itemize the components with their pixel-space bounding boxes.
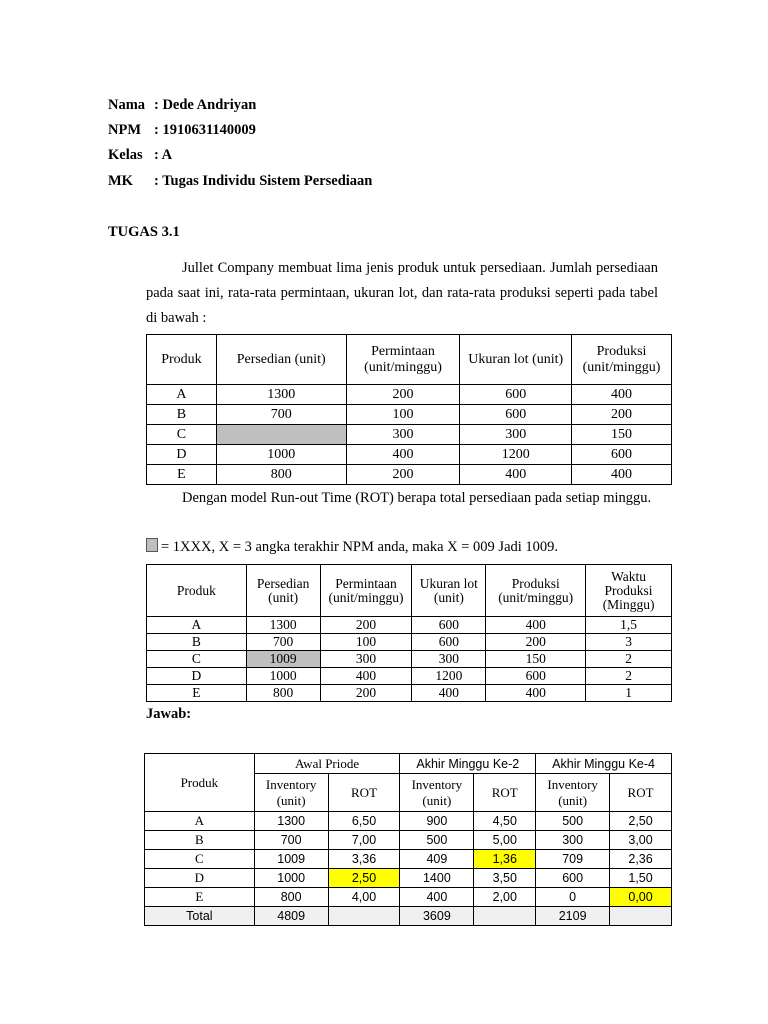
table-cell: 600 bbox=[460, 385, 572, 405]
table-1-header-cell: Ukuran lot (unit) bbox=[460, 335, 572, 385]
table-cell: 1009 bbox=[254, 850, 328, 869]
note-text: = 1XXX, X = 3 angka terakhir NPM anda, maka X = 009 Jadi 1009. bbox=[161, 539, 559, 555]
table-cell: 900 bbox=[400, 812, 474, 831]
question-text: Dengan model Run-out Time (ROT) berapa total persediaan pada setiap minggu. bbox=[182, 490, 652, 506]
table-1 bbox=[146, 334, 672, 485]
note-line bbox=[146, 538, 558, 556]
table-3-top-header bbox=[145, 754, 672, 774]
answer-label: Jawab: bbox=[146, 706, 192, 722]
table-cell: 600 bbox=[412, 634, 486, 651]
table-cell: E bbox=[147, 685, 247, 702]
table-cell-highlight: 0,00 bbox=[610, 888, 672, 907]
table-cell: 3,36 bbox=[328, 850, 400, 869]
table-cell: A bbox=[145, 812, 255, 831]
table-row bbox=[147, 425, 672, 445]
table-cell: 3,50 bbox=[474, 869, 536, 888]
table-cell: 700 bbox=[246, 634, 320, 651]
table-cell: 1300 bbox=[246, 617, 320, 634]
table-cell-highlight: 1,36 bbox=[474, 850, 536, 869]
table-cell: 6,50 bbox=[328, 812, 400, 831]
table-cell: 7,00 bbox=[328, 831, 400, 850]
table-row bbox=[147, 465, 672, 485]
table-3-header-cell: Produk bbox=[145, 754, 255, 812]
table-3-header-cell: ROT bbox=[328, 774, 400, 812]
table-cell: 3,00 bbox=[610, 831, 672, 850]
table-cell: 200 bbox=[346, 385, 460, 405]
section-title: TUGAS 3.1 bbox=[108, 224, 180, 240]
table-cell: 2 bbox=[586, 668, 672, 685]
table-row bbox=[147, 445, 672, 465]
table-cell: 1000 bbox=[246, 668, 320, 685]
table-2 bbox=[146, 564, 672, 702]
table-3-header-cell: Akhir Minggu Ke-2 bbox=[400, 754, 536, 774]
table-3-header-cell: Inventory (unit) bbox=[400, 774, 474, 812]
table-cell: 200 bbox=[320, 617, 412, 634]
table-cell: 400 bbox=[572, 465, 672, 485]
kelas-label: Kelas bbox=[108, 147, 143, 163]
table-cell: 400 bbox=[412, 685, 486, 702]
kelas-value: : A bbox=[154, 147, 173, 163]
table-3-header-cell: Inventory (unit) bbox=[254, 774, 328, 812]
table-cell: 2109 bbox=[536, 907, 610, 926]
table-cell: B bbox=[147, 634, 247, 651]
table-cell: 300 bbox=[412, 651, 486, 668]
table-cell: 1000 bbox=[216, 445, 346, 465]
table-cell: 200 bbox=[486, 634, 586, 651]
table-row bbox=[147, 634, 672, 651]
table-row bbox=[145, 812, 672, 831]
table-cell: E bbox=[147, 465, 217, 485]
table-cell: D bbox=[145, 869, 255, 888]
table-cell: 1000 bbox=[254, 869, 328, 888]
table-cell: 709 bbox=[536, 850, 610, 869]
table-3 bbox=[144, 753, 672, 926]
table-cell: 400 bbox=[486, 685, 586, 702]
table-cell: 300 bbox=[536, 831, 610, 850]
table-2-header-cell: Ukuran lot (unit) bbox=[412, 565, 486, 617]
table-cell: 400 bbox=[486, 617, 586, 634]
table-cell: 200 bbox=[572, 405, 672, 425]
table-cell: 1 bbox=[586, 685, 672, 702]
table-1-header-cell: Permintaan (unit/minggu) bbox=[346, 335, 460, 385]
table-3-header-cell: Awal Priode bbox=[254, 754, 400, 774]
table-cell: 2 bbox=[586, 651, 672, 668]
table-cell: 1400 bbox=[400, 869, 474, 888]
table-cell: 1,5 bbox=[586, 617, 672, 634]
table-cell: 1200 bbox=[412, 668, 486, 685]
table-cell: 4,50 bbox=[474, 812, 536, 831]
table-cell: A bbox=[147, 617, 247, 634]
name-label: Nama bbox=[108, 97, 146, 113]
table-cell: 2,50 bbox=[610, 812, 672, 831]
table-cell: 600 bbox=[486, 668, 586, 685]
table-1-header-cell: Persedian (unit) bbox=[216, 335, 346, 385]
name-row bbox=[108, 95, 256, 115]
table-cell: 200 bbox=[320, 685, 412, 702]
table-cell bbox=[474, 907, 536, 926]
table-cell: 600 bbox=[412, 617, 486, 634]
table-cell: 300 bbox=[346, 425, 460, 445]
table-total-row bbox=[145, 907, 672, 926]
table-row bbox=[145, 831, 672, 850]
table-cell: A bbox=[147, 385, 217, 405]
table-1-header-cell: Produksi (unit/minggu) bbox=[572, 335, 672, 385]
table-2-header bbox=[147, 565, 672, 617]
table-cell: 409 bbox=[400, 850, 474, 869]
table-cell: 300 bbox=[460, 425, 572, 445]
table-cell: 4809 bbox=[254, 907, 328, 926]
table-cell: D bbox=[147, 445, 217, 465]
table-3-header-cell: Akhir Minggu Ke-4 bbox=[536, 754, 672, 774]
table-2-header-cell: Permintaan (unit/minggu) bbox=[320, 565, 412, 617]
table-2-header-cell: Produk bbox=[147, 565, 247, 617]
table-cell: 1300 bbox=[254, 812, 328, 831]
table-cell: 1200 bbox=[460, 445, 572, 465]
table-cell bbox=[610, 907, 672, 926]
placeholder-symbol-icon bbox=[146, 538, 158, 552]
table-cell: Total bbox=[145, 907, 255, 926]
table-row bbox=[145, 888, 672, 907]
table-cell: 2,00 bbox=[474, 888, 536, 907]
table-cell: 800 bbox=[246, 685, 320, 702]
table-cell: 600 bbox=[536, 869, 610, 888]
table-cell: 400 bbox=[320, 668, 412, 685]
table-row bbox=[145, 869, 672, 888]
npm-value: : 1910631140009 bbox=[154, 122, 256, 138]
intro-paragraph: Jullet Company membuat lima jenis produk untuk persediaan. Jumlah persediaan pada saat ini, rata-rata permintaan, ukuran lot, dan rata-rata produksi seperti pada tabel di bawah : bbox=[146, 260, 658, 326]
table-row bbox=[147, 617, 672, 634]
table-2-header-cell: Waktu Produksi (Minggu) bbox=[586, 565, 672, 617]
table-cell bbox=[328, 907, 400, 926]
table-cell-highlight: 1009 bbox=[246, 651, 320, 668]
table-2-header-cell: Produksi (unit/minggu) bbox=[486, 565, 586, 617]
npm-row bbox=[108, 120, 256, 140]
table-cell: 2,36 bbox=[610, 850, 672, 869]
table-cell: 0 bbox=[536, 888, 610, 907]
table-cell: 400 bbox=[460, 465, 572, 485]
table-cell: 150 bbox=[486, 651, 586, 668]
npm-label: NPM bbox=[108, 122, 142, 138]
table-cell: 500 bbox=[536, 812, 610, 831]
table-cell: 400 bbox=[400, 888, 474, 907]
table-cell: B bbox=[147, 405, 217, 425]
table-cell-highlight: 2,50 bbox=[328, 869, 400, 888]
table-cell: 200 bbox=[346, 465, 460, 485]
table-cell: B bbox=[145, 831, 255, 850]
table-cell: 500 bbox=[400, 831, 474, 850]
table-cell: 1300 bbox=[216, 385, 346, 405]
table-cell: E bbox=[145, 888, 255, 907]
table-3-header-cell: Inventory (unit) bbox=[536, 774, 610, 812]
table-3-header-cell: ROT bbox=[610, 774, 672, 812]
table-cell: 100 bbox=[320, 634, 412, 651]
table-cell-empty bbox=[216, 425, 346, 445]
table-cell: 700 bbox=[254, 831, 328, 850]
table-cell: C bbox=[145, 850, 255, 869]
table-cell: 700 bbox=[216, 405, 346, 425]
table-cell: C bbox=[147, 425, 217, 445]
table-cell: 300 bbox=[320, 651, 412, 668]
table-row bbox=[147, 685, 672, 702]
table-cell: 400 bbox=[572, 385, 672, 405]
table-row bbox=[147, 668, 672, 685]
table-cell: 5,00 bbox=[474, 831, 536, 850]
table-row bbox=[147, 385, 672, 405]
table-cell: 150 bbox=[572, 425, 672, 445]
table-3-header-cell: ROT bbox=[474, 774, 536, 812]
kelas-row bbox=[108, 145, 172, 165]
table-cell: 400 bbox=[346, 445, 460, 465]
table-2-header-cell: Persedian (unit) bbox=[246, 565, 320, 617]
table-cell: 3609 bbox=[400, 907, 474, 926]
mk-row bbox=[108, 171, 372, 191]
table-cell: 4,00 bbox=[328, 888, 400, 907]
table-row bbox=[147, 405, 672, 425]
table-1-header bbox=[147, 335, 672, 385]
mk-label: MK bbox=[108, 173, 133, 189]
table-cell: 1,50 bbox=[610, 869, 672, 888]
table-cell: 600 bbox=[460, 405, 572, 425]
table-cell: 100 bbox=[346, 405, 460, 425]
table-cell: C bbox=[147, 651, 247, 668]
name-value: : Dede Andriyan bbox=[154, 97, 257, 113]
table-cell: 800 bbox=[254, 888, 328, 907]
table-cell: 600 bbox=[572, 445, 672, 465]
table-1-header-cell: Produk bbox=[147, 335, 217, 385]
table-cell: 3 bbox=[586, 634, 672, 651]
table-row bbox=[145, 850, 672, 869]
mk-value: : Tugas Individu Sistem Persediaan bbox=[154, 173, 373, 189]
table-cell: 800 bbox=[216, 465, 346, 485]
table-row bbox=[147, 651, 672, 668]
table-cell: D bbox=[147, 668, 247, 685]
